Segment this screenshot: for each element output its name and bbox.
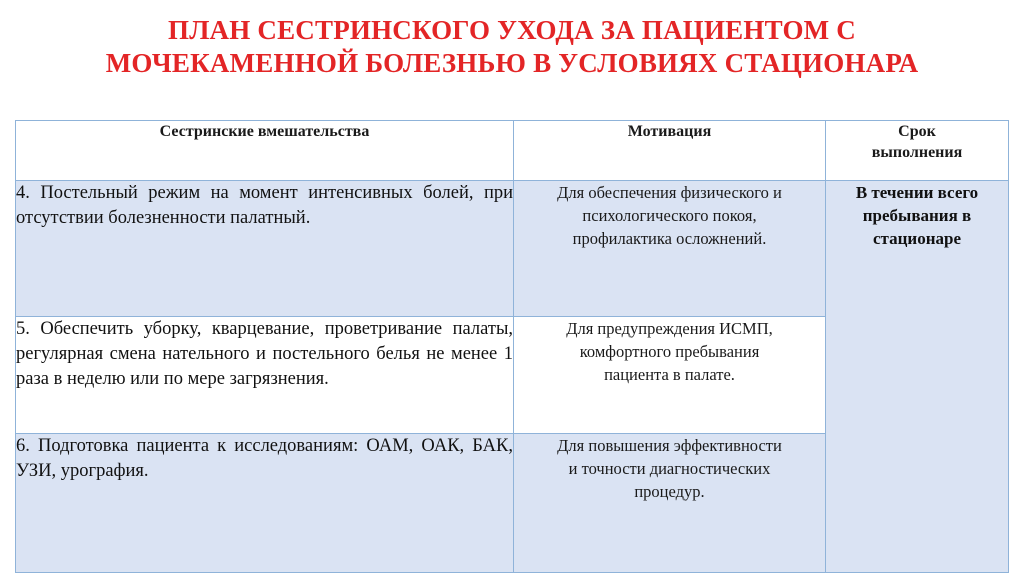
table-row: [16, 181, 1009, 317]
motivation-cell: [514, 434, 826, 573]
table-header-row: [16, 121, 1009, 181]
header-term-line-2: выполнения: [871, 144, 963, 161]
page-title: [0, 14, 1024, 80]
motivation-line: Для повышения эффективности: [557, 436, 782, 455]
title-line-1: ПЛАН СЕСТРИНСКОГО УХОДА ЗА ПАЦИЕНТОМ С: [168, 15, 856, 45]
motivation-line: комфортного пребывания: [579, 342, 760, 361]
header-interventions: Сестринские вмешательства: [16, 121, 514, 181]
motivation-line: психологического покоя,: [582, 206, 757, 225]
motivation-line: Для предупреждения ИСМП,: [566, 319, 773, 338]
title-line-2: МОЧЕКАМЕННОЙ БОЛЕЗНЬЮ В УСЛОВИЯХ СТАЦИОНАРА: [105, 48, 919, 78]
term-line: пребывания в: [862, 206, 972, 225]
motivation-line: процедур.: [634, 482, 705, 501]
header-motivation: Мотивация: [514, 121, 826, 181]
term-line: стационаре: [873, 229, 961, 248]
nursing-plan-table: [15, 120, 1009, 573]
motivation-line: профилактика осложнений.: [572, 229, 767, 248]
intervention-cell: 5. Обеспечить уборку, кварцевание, проветривание палаты, регулярная смена нательного и постельного белья не менее 1 раза в неделю или по мере загрязнения.: [16, 317, 514, 434]
term-cell: [826, 181, 1009, 573]
header-term: [826, 121, 1009, 181]
motivation-line: пациента в палате.: [604, 365, 735, 384]
intervention-cell: 4. Постельный режим на момент интенсивных болей, при отсутствии болезненности палатный.: [16, 181, 514, 317]
motivation-line: и точности диагностических: [568, 459, 771, 478]
motivation-cell: [514, 317, 826, 434]
header-term-line-1: Срок: [898, 123, 936, 140]
motivation-cell: [514, 181, 826, 317]
term-line: В течении всего: [855, 183, 979, 202]
motivation-line: Для обеспечения физического и: [557, 183, 782, 202]
intervention-cell: 6. Подготовка пациента к исследованиям: ОАМ, ОАК, БАК, УЗИ, урография.: [16, 434, 514, 573]
